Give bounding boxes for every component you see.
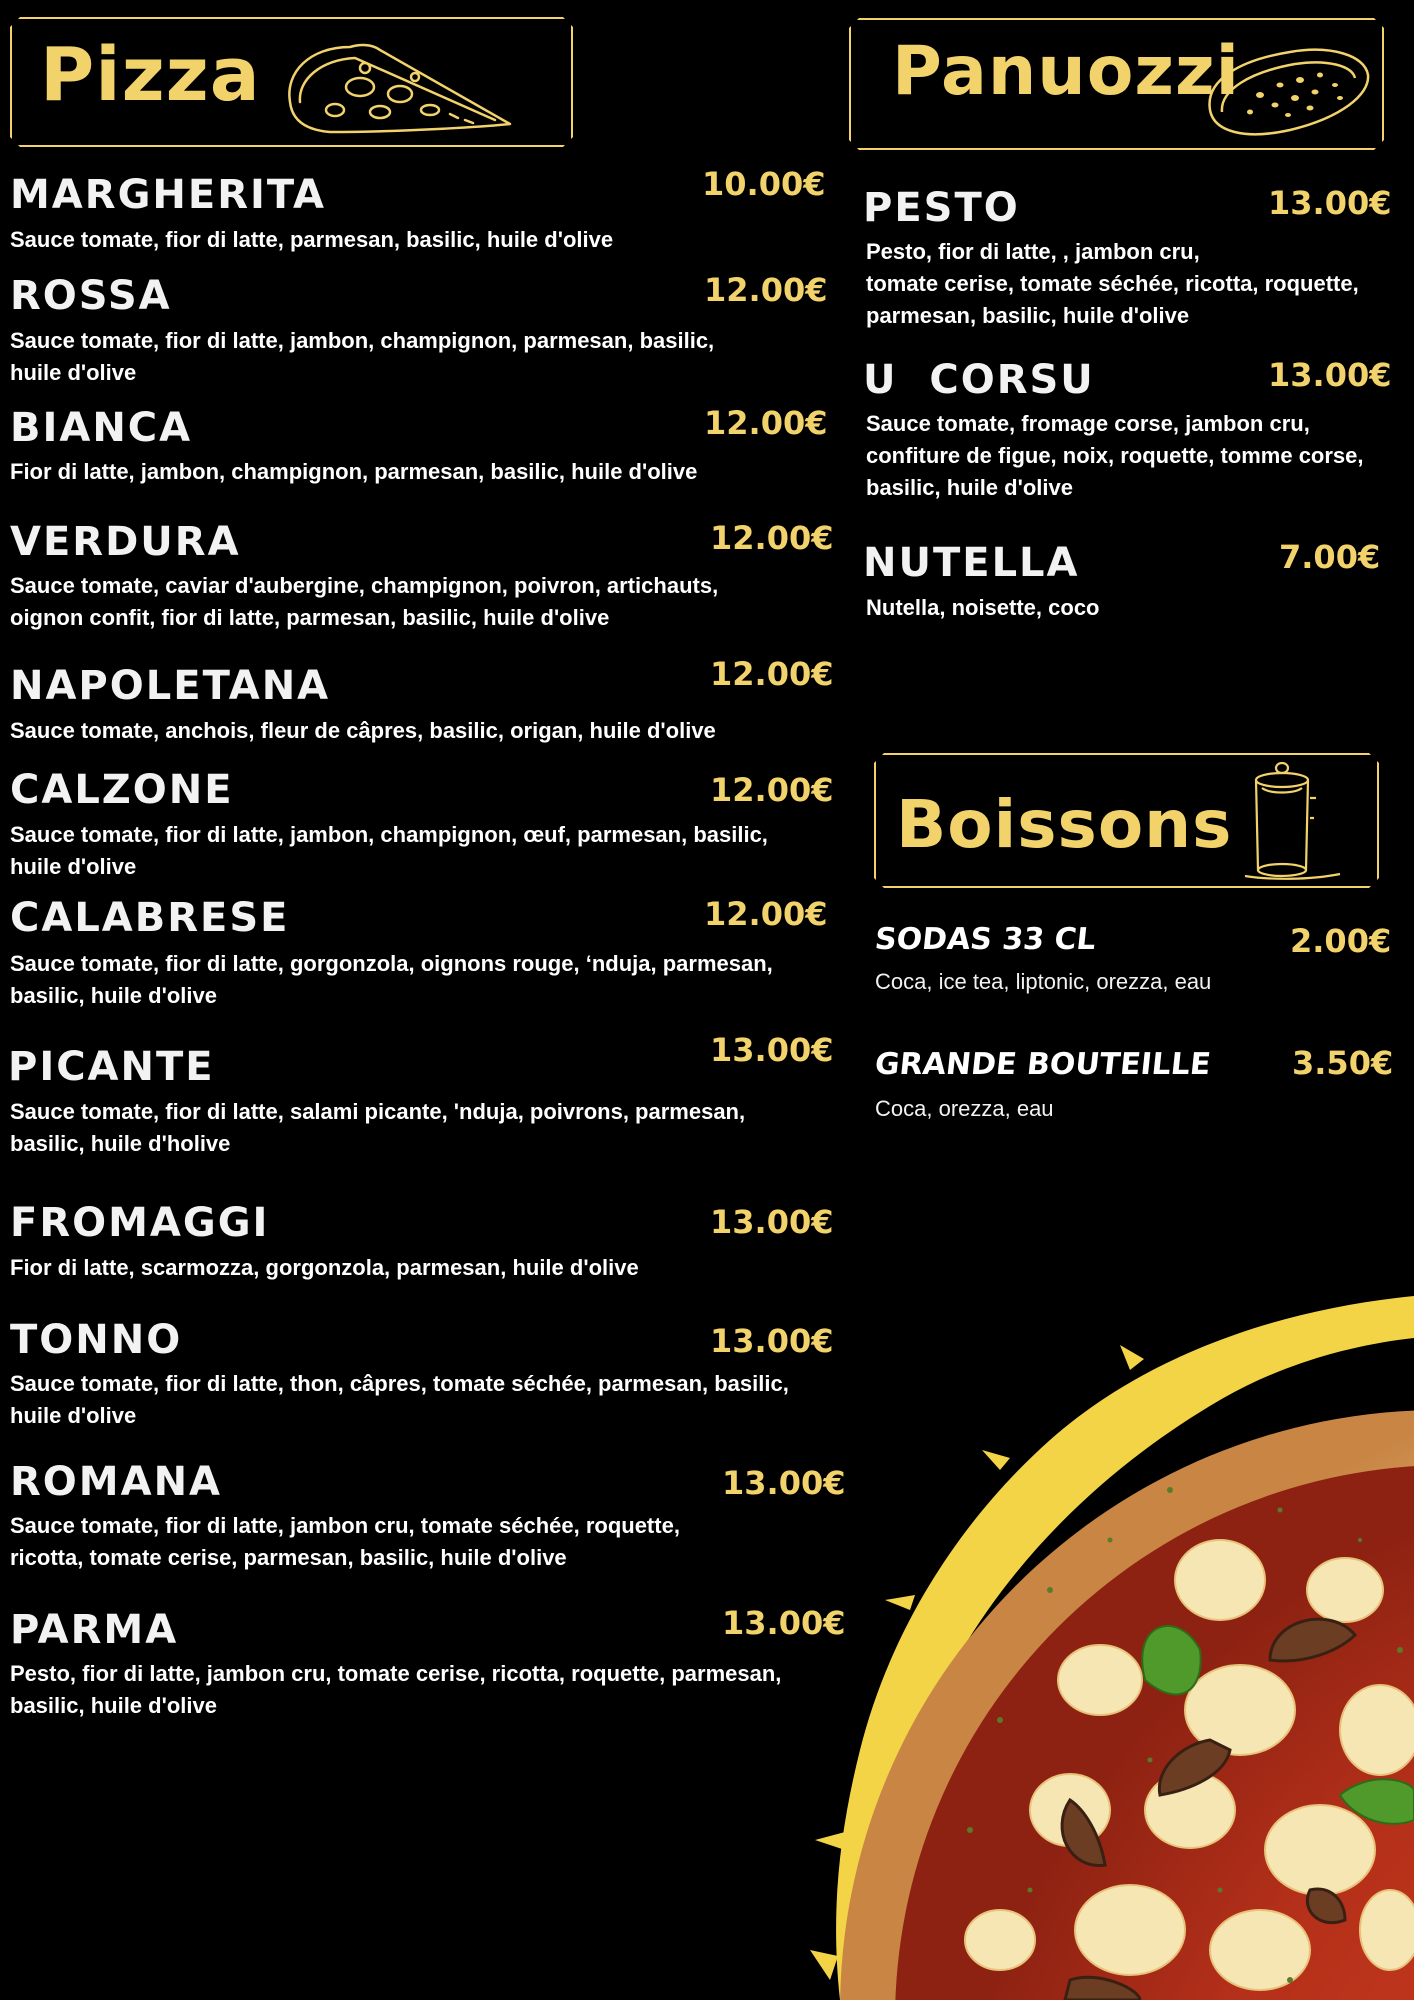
boissons-section-title: Boissons: [896, 786, 1233, 863]
panuozzi-item-desc: Nutella, noisette, coco: [866, 595, 1100, 620]
panuozzi-item-desc: Pesto, fior di latte, , jambon cru, tomate cerise, tomate séchée, ricotta, roquette, parmesan, basilic, huile d'olive: [866, 239, 1359, 328]
panuozzi-item-desc: Sauce tomate, fromage corse, jambon cru, confiture de figue, noix, roquette, tomme corse, basilic, huile d'olive: [866, 411, 1364, 500]
pizza-item-price: 13.00€: [710, 1322, 834, 1360]
pizza-item-name: ROMANA: [10, 1459, 222, 1505]
drink-item-name: GRANDE BOUTEILLE: [873, 1047, 1213, 1082]
pizza-photo: [800, 1290, 1414, 2000]
pizza-item-name: VERDURA: [10, 519, 241, 565]
pizza-section-title: Pizza: [40, 32, 261, 118]
pizza-item-price: 12.00€: [710, 655, 834, 693]
pizza-item-name: TONNO: [10, 1317, 183, 1363]
pizza-item-price: 13.00€: [722, 1464, 846, 1502]
pizza-item-desc: Sauce tomate, fior di latte, jambon, champignon, œuf, parmesan, basilic, huile d'olive: [10, 822, 768, 879]
pizza-item-price: 12.00€: [710, 519, 834, 557]
pizza-item-price: 12.00€: [704, 404, 828, 442]
pizza-item-desc: Sauce tomate, fior di latte, thon, câpres, tomate séchée, parmesan, basilic, huile d'olive: [10, 1371, 789, 1428]
pizza-item-price: 13.00€: [710, 1031, 834, 1069]
pizza-slice-icon: [280, 32, 520, 137]
drink-item-price: 3.50€: [1292, 1044, 1394, 1082]
panuozzi-item-name: NUTELLA: [863, 540, 1080, 586]
pizza-item-price: 12.00€: [704, 895, 828, 933]
pizza-item-desc: Sauce tomate, fior di latte, gorgonzola, oignons rouge, ‘nduja, parmesan, basilic, huile d'olive: [10, 951, 773, 1008]
panuozzi-section-title: Panuozzi: [892, 32, 1240, 111]
pizza-item-desc: Sauce tomate, fior di latte, parmesan, basilic, huile d'olive: [10, 227, 614, 252]
pizza-item-name: CALZONE: [10, 767, 234, 813]
pizza-item-price: 13.00€: [722, 1604, 846, 1642]
pizza-item-desc: Pesto, fior di latte, jambon cru, tomate cerise, ricotta, roquette, parmesan, basilic, huile d'olive: [10, 1661, 782, 1718]
drink-item-desc: Coca, ice tea, liptonic, orezza, eau: [875, 969, 1212, 994]
drink-item-desc: Coca, orezza, eau: [875, 1096, 1054, 1121]
drink-item-price: 2.00€: [1290, 922, 1392, 960]
pizza-item-name: ROSSA: [10, 273, 172, 319]
pizza-item-name: CALABRESE: [10, 895, 290, 941]
pizza-item-name: MARGHERITA: [10, 172, 327, 218]
panuozzi-item-name: PESTO: [863, 185, 1020, 231]
pizza-item-desc: Sauce tomate, fior di latte, salami picante, 'nduja, poivrons, parmesan, basilic, huile d'holive: [10, 1099, 746, 1156]
pizza-item-price: 13.00€: [710, 1203, 834, 1241]
panuozzi-item-price: 7.00€: [1279, 538, 1381, 576]
panuozzi-item-price: 13.00€: [1268, 184, 1392, 222]
pizza-item-desc: Sauce tomate, anchois, fleur de câpres, basilic, origan, huile d'olive: [10, 718, 716, 743]
pizza-item-price: 12.00€: [710, 771, 834, 809]
pizza-item-desc: Sauce tomate, fior di latte, jambon, champignon, parmesan, basilic, huile d'olive: [10, 328, 715, 385]
pizza-item-name: NAPOLETANA: [10, 663, 331, 709]
pizza-item-name: PARMA: [10, 1607, 179, 1653]
panuozzi-item-price: 13.00€: [1268, 356, 1392, 394]
panuozzo-bread-icon: [1200, 40, 1372, 145]
soda-can-icon: [1240, 758, 1350, 883]
pizza-item-desc: Fior di latte, scarmozza, gorgonzola, parmesan, huile d'olive: [10, 1255, 639, 1280]
pizza-item-name: BIANCA: [10, 405, 193, 451]
pizza-item-name: FROMAGGI: [10, 1200, 270, 1246]
pizza-item-price: 10.00€: [702, 165, 826, 203]
drink-item-name: SODAS 33 CL: [873, 922, 1098, 957]
pizza-item-desc: Sauce tomate, caviar d'aubergine, champignon, poivron, artichauts, oignon confit, fior di latte, parmesan, basilic, huile d'olive: [10, 573, 719, 630]
pizza-item-desc: Sauce tomate, fior di latte, jambon cru, tomate séchée, roquette, ricotta, tomate cerise, parmesan, basilic, huile d'olive: [10, 1513, 680, 1570]
panuozzi-item-name: U CORSU: [863, 357, 1095, 403]
pizza-item-price: 12.00€: [704, 271, 828, 309]
pizza-item-desc: Fior di latte, jambon, champignon, parmesan, basilic, huile d'olive: [10, 459, 698, 484]
pizza-item-name: PICANTE: [8, 1044, 215, 1090]
